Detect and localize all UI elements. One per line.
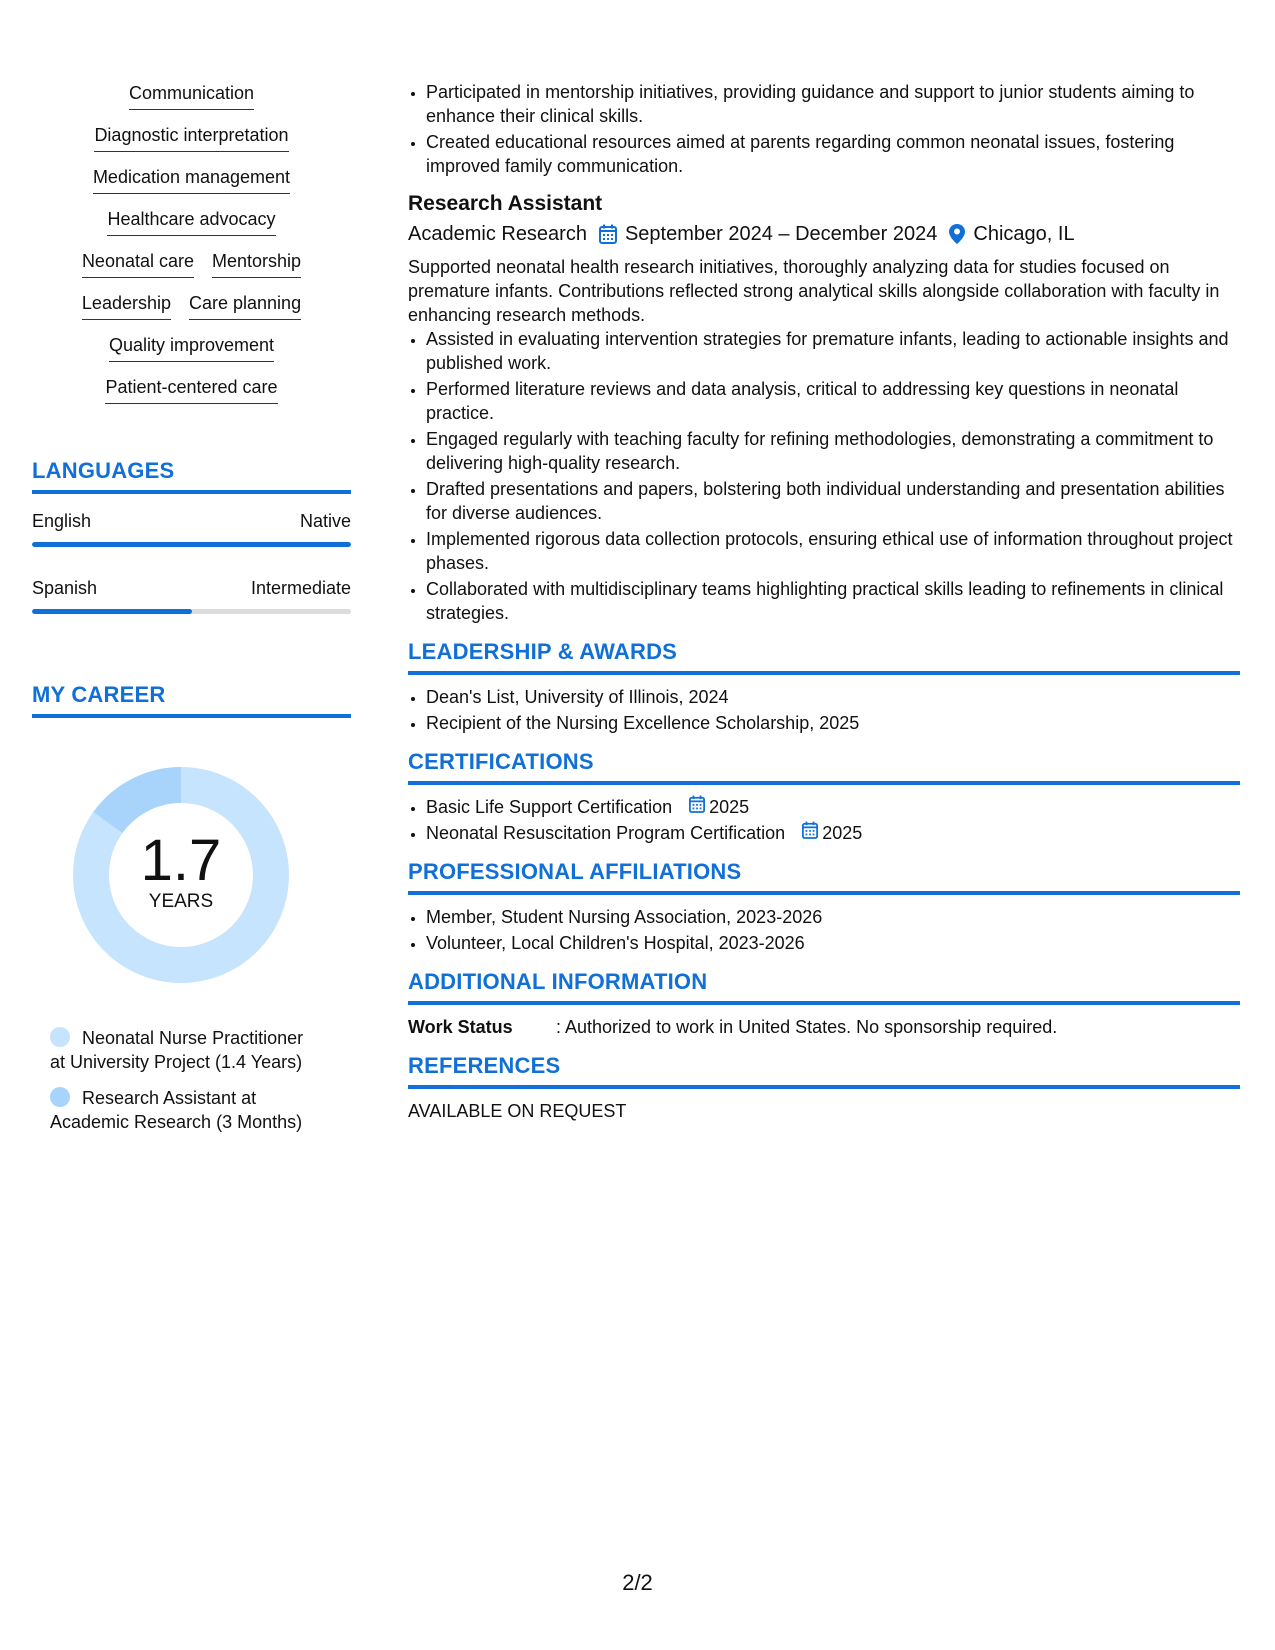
bullet-item: • Volunteer, Local Children's Hospital, 2023-2026 (426, 931, 1240, 955)
bullet-item: • Performed literature reviews and data analysis, critical to addressing key questions in neonatal practice. (426, 377, 1240, 425)
legend-item (50, 1026, 320, 1074)
skill-tag: Medication management (93, 166, 290, 194)
skill-row (109, 334, 274, 362)
skill-tag: Mentorship (212, 250, 301, 278)
certifications-heading: CERTIFICATIONS (408, 749, 1240, 785)
language-name: English (32, 511, 92, 531)
info-row (408, 1015, 1240, 1039)
language-level-fill (32, 542, 351, 547)
page-number: 2/2 (622, 1570, 653, 1595)
certification-year: 2025 (822, 823, 863, 843)
calendar-icon (802, 821, 822, 845)
certification-item (426, 795, 1240, 819)
job-title: Research Assistant (408, 192, 603, 215)
language-item (32, 510, 351, 547)
bullet-item: • Dean's List, University of Illinois, 2024 (426, 685, 1240, 709)
skills-list (32, 82, 351, 418)
career-legend (50, 1026, 320, 1134)
location-pin-icon (949, 224, 965, 244)
legend-label: Neonatal Nurse Practitioner at University Project (1.4 Years) (50, 1028, 304, 1072)
legend-dot (50, 1027, 70, 1047)
languages-heading: LANGUAGES (32, 458, 351, 494)
additional-info-heading: ADDITIONAL INFORMATION (408, 969, 1240, 1005)
calendar-icon (599, 224, 617, 244)
certification-item (426, 821, 1240, 845)
work-status-label: Work Status (408, 1017, 513, 1037)
skill-tag: Patient-centered care (105, 376, 277, 404)
previous-job-bullets (408, 80, 1240, 178)
skill-tag: Leadership (82, 292, 171, 320)
job-meta (408, 221, 1240, 247)
references-text: AVAILABLE ON REQUEST (408, 1101, 627, 1121)
skill-row (94, 124, 288, 152)
skill-row (129, 82, 254, 110)
skill-tag: Care planning (189, 292, 301, 320)
calendar-icon (689, 795, 709, 819)
languages-section (32, 458, 351, 614)
job-description: Supported neonatal health research initiatives, thoroughly analyzing data for studies focused on premature infants. Contributions reflected strong analytical skills alongside collaboration with faculty in enhancing research methods. (408, 257, 1220, 325)
career-donut-chart (66, 760, 296, 990)
left-column (32, 82, 351, 1146)
skill-tag: Communication (129, 82, 254, 110)
additional-info-section (408, 969, 1240, 1039)
language-level-bar (32, 609, 351, 614)
leadership-heading: LEADERSHIP & AWARDS (408, 639, 1240, 675)
language-level-fill (32, 609, 192, 614)
job-bullets (408, 327, 1240, 625)
bullet-item: • Drafted presentations and papers, bolstering both individual understanding and presentation abilities for diverse audiences. (426, 477, 1240, 525)
skill-row (82, 250, 301, 278)
legend-item (50, 1086, 320, 1134)
skill-tag: Healthcare advocacy (107, 208, 275, 236)
job-location: Chicago, IL (973, 223, 1075, 245)
skill-tag: Neonatal care (82, 250, 194, 278)
legend-dot (50, 1087, 70, 1107)
career-heading: MY CAREER (32, 682, 351, 718)
right-column (408, 80, 1240, 1123)
language-level-bar (32, 542, 351, 547)
certification-year: 2025 (709, 797, 750, 817)
affiliations-heading: PROFESSIONAL AFFILIATIONS (408, 859, 1240, 895)
certifications-section (408, 749, 1240, 845)
bullet-item: • Implemented rigorous data collection protocols, ensuring ethical use of information throughout project phases. (426, 527, 1240, 575)
language-level: Native (299, 511, 351, 531)
job-dates: September 2024 – December 2024 (624, 223, 938, 245)
skill-row (93, 166, 290, 194)
bullet-item: • Created educational resources aimed at parents regarding common neonatal issues, fostering improved family communication. (426, 130, 1240, 178)
skill-row (82, 292, 301, 320)
language-level: Intermediate (250, 578, 351, 598)
skill-tag: Quality improvement (109, 334, 274, 362)
work-status-value: : Authorized to work in United States. No sponsorship required. (556, 1017, 1058, 1037)
bullet-item: • Recipient of the Nursing Excellence Scholarship, 2025 (426, 711, 1240, 735)
language-item (32, 577, 351, 614)
legend-label: Research Assistant at Academic Research (3 Months) (50, 1088, 303, 1132)
certification-name: Basic Life Support Certification (426, 797, 673, 817)
bullet-item: • Assisted in evaluating intervention strategies for premature infants, leading to actionable insights and published work. (426, 327, 1240, 375)
bullet-item: • Participated in mentorship initiatives, providing guidance and support to junior students aiming to enhance their clinical skills. (426, 80, 1240, 128)
job-company: Academic Research (408, 223, 587, 245)
affiliations-section (408, 859, 1240, 955)
language-name: Spanish (32, 578, 98, 598)
references-section (408, 1053, 1240, 1123)
certification-name: Neonatal Resuscitation Program Certification (426, 823, 786, 843)
bullet-item: • Member, Student Nursing Association, 2023-2026 (426, 905, 1240, 929)
bullet-item: • Engaged regularly with teaching faculty for refining methodologies, demonstrating a commitment to delivering high-quality research. (426, 427, 1240, 475)
career-total-years: 1.7 (140, 828, 222, 893)
skill-tag: Diagnostic interpretation (94, 124, 288, 152)
bullet-item: • Collaborated with multidisciplinary teams highlighting practical skills leading to refinements in clinical strategies. (426, 577, 1240, 625)
references-heading: REFERENCES (408, 1053, 1240, 1089)
leadership-section (408, 639, 1240, 735)
career-total-unit: YEARS (148, 891, 214, 912)
skill-row (107, 208, 275, 236)
skill-row (105, 376, 277, 404)
career-section (32, 682, 351, 1134)
